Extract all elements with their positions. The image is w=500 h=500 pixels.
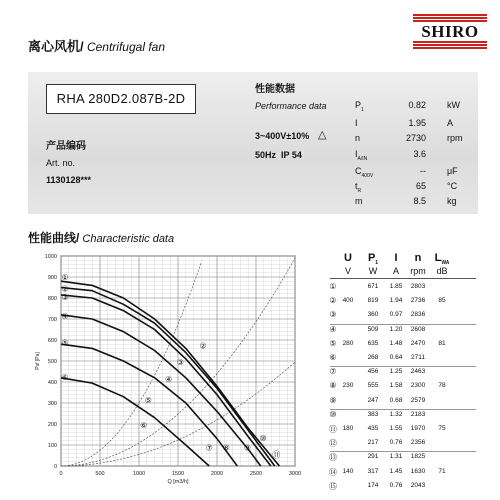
table-row-id: ⑮ <box>329 481 337 491</box>
table-row-id: ④ <box>329 324 337 334</box>
table-cell-I: 0.76 <box>389 439 403 447</box>
art-no-label: Art. no. <box>46 158 76 168</box>
logo-stripes-bottom <box>413 41 487 50</box>
y-tick-label: 1000 <box>44 254 57 260</box>
table-cell-n: 2183 <box>410 410 426 418</box>
curve-label: ④ <box>165 375 173 384</box>
y-tick-label: 500 <box>47 359 57 365</box>
delta-icon: △ <box>318 129 327 141</box>
table-cell-P: 509 <box>367 325 379 333</box>
table-cell-I: 1.31 <box>389 453 403 461</box>
table-row-id: ⑥ <box>329 353 337 362</box>
param-symbol: $t_R$ <box>355 181 362 194</box>
table-header: $L_{WA}$ <box>434 252 450 267</box>
characteristic-chart <box>28 247 328 485</box>
table-cell-I: 1.58 <box>389 382 403 390</box>
table-cell-P: 635 <box>367 339 379 347</box>
table-cell-L: 71 <box>438 467 446 475</box>
table-cell-U: 180 <box>342 425 354 432</box>
ip-rating-label: IP 54 <box>281 150 302 160</box>
title-cn: 离心风机/ <box>28 39 84 54</box>
table-row-id: ⑪ <box>329 425 337 434</box>
table-header-sub: 1 <box>375 260 379 267</box>
table-cell-L: 81 <box>438 339 446 347</box>
table-header-divider <box>330 278 476 279</box>
x-tick-label: 3000 <box>288 471 302 477</box>
performance-label-cn: 性能数据 <box>255 84 295 95</box>
param-symbol: I <box>355 118 358 128</box>
table-cell-n: 2711 <box>411 354 425 361</box>
param-unit: kW <box>447 100 460 110</box>
curve-label: ⑥ <box>140 421 148 431</box>
table-cell-L: 75 <box>438 425 446 432</box>
table-unit: V <box>344 266 351 276</box>
x-axis-label: Q [m3/h] <box>167 479 189 485</box>
table-header: n <box>414 252 422 264</box>
x-tick-label: 2000 <box>210 471 224 477</box>
table-cell-P: 217 <box>367 439 379 447</box>
table-row-id: ⑤ <box>329 338 337 348</box>
param-unit: °C <box>447 181 458 191</box>
curve-label: ② <box>61 284 69 294</box>
table-cell-L: 85 <box>438 297 446 305</box>
param-value: 0.82 <box>408 100 426 110</box>
table-cell-U: 230 <box>342 382 354 390</box>
curve-label: ⑧ <box>222 443 230 453</box>
table-row-id: ⑬ <box>329 453 337 463</box>
art-no-value: 1130128*** <box>46 175 92 185</box>
y-tick-label: 200 <box>47 422 57 428</box>
table-cell-n: 2043 <box>410 481 426 489</box>
table-cell-L: 78 <box>438 382 446 390</box>
frequency-label: 50Hz <box>255 150 277 160</box>
y-tick-label: 600 <box>47 338 57 344</box>
curve-label: ⑨ <box>243 443 252 453</box>
table-cell-I: 1.32 <box>389 410 403 418</box>
table-row-id: ⑧ <box>329 381 337 391</box>
param-symbol-sub: A/IN <box>357 155 368 162</box>
param-symbol: $C_{400V}$ <box>355 166 374 179</box>
table-row-id: ① <box>329 282 337 291</box>
y-tick-label: 100 <box>47 443 57 449</box>
table-cell-P: 555 <box>367 382 379 390</box>
param-unit: A <box>447 118 454 128</box>
table-unit: dB <box>436 266 448 276</box>
param-unit: kg <box>447 196 457 206</box>
param-unit: rpm <box>447 133 463 143</box>
table-cell-P: 268 <box>367 354 379 361</box>
table-header: I <box>394 252 398 264</box>
table-cell-I: 1.48 <box>389 339 403 347</box>
table-cell-I: 1.85 <box>389 283 403 290</box>
curve-label: ⑦ <box>205 443 213 453</box>
param-symbol: $I_{A/IN}$ <box>355 149 368 162</box>
table-cell-n: 1970 <box>410 425 426 432</box>
table-row-id: ③ <box>329 310 337 320</box>
param-value: 1.95 <box>408 118 426 128</box>
curve-label: ② <box>199 341 207 351</box>
table-unit: A <box>392 266 399 276</box>
table-cell-U: 280 <box>342 339 354 347</box>
table-row-id: ⑨ <box>329 395 337 405</box>
table-cell-P: 174 <box>367 481 379 489</box>
table-cell-P: 671 <box>367 283 379 290</box>
table-cell-P: 360 <box>367 311 379 319</box>
y-tick-label: 900 <box>47 275 57 281</box>
table-cell-P: 819 <box>367 297 379 305</box>
y-tick-label: 400 <box>47 380 57 386</box>
curve-label: ③ <box>176 358 184 368</box>
curve-label: ⑩ <box>259 433 267 443</box>
curve-label: ⑪ <box>272 450 281 460</box>
table-group-divider <box>330 409 476 410</box>
table-cell-I: 0.76 <box>389 481 403 489</box>
char-title-cn: 性能曲线/ <box>28 231 80 245</box>
x-tick-label: 1500 <box>171 471 185 477</box>
param-unit: μF <box>447 166 458 176</box>
table-cell-I: 1.20 <box>389 325 403 333</box>
x-tick-label: 1000 <box>132 471 146 477</box>
table-row-id: ⑦ <box>329 367 337 377</box>
table-cell-P: 317 <box>367 467 379 475</box>
table-group-divider <box>330 366 476 367</box>
char-title-en: Characteristic data <box>79 233 175 245</box>
table-cell-I: 1.45 <box>389 467 403 475</box>
table-cell-I: 1.25 <box>389 368 403 376</box>
table-cell-n: 2300 <box>410 382 426 390</box>
table-cell-n: 2803 <box>410 283 426 290</box>
table-cell-n: 2736 <box>410 297 426 305</box>
param-symbol: m <box>355 196 363 206</box>
table-row-id: ⑭ <box>329 467 337 477</box>
logo-word: SHIRO <box>413 23 487 41</box>
shiro-logo <box>413 14 487 50</box>
table-cell-P: 456 <box>367 368 379 376</box>
param-symbol: n <box>355 133 361 143</box>
y-tick-label: 300 <box>47 401 57 407</box>
model-number-box: RHA 280D2.087B-2D <box>46 84 196 114</box>
table-cell-P: 435 <box>367 425 379 432</box>
table-cell-U: 140 <box>342 467 354 475</box>
characteristic-title <box>28 229 174 246</box>
y-axis-label: Psf [Pa] <box>35 352 41 370</box>
table-cell-n: 2470 <box>410 339 426 347</box>
x-tick-label: 500 <box>95 471 105 477</box>
voltage-label: 3~400V±10% <box>255 131 310 141</box>
param-value: 65 <box>415 181 426 191</box>
table-group-divider <box>330 324 476 325</box>
table-cell-I: 0.97 <box>389 311 403 319</box>
table-cell-I: 0.64 <box>389 354 403 361</box>
curve-label: ① <box>61 273 69 283</box>
table-cell-I: 0.68 <box>389 396 403 404</box>
x-tick-label: 0 <box>59 471 63 477</box>
table-cell-n: 2579 <box>410 396 426 404</box>
table-cell-P: 247 <box>367 396 379 404</box>
table-cell-n: 1825 <box>410 453 426 461</box>
y-tick-label: 800 <box>47 296 57 302</box>
table-group-divider <box>330 451 476 452</box>
param-symbol-sub: 400V <box>361 172 374 179</box>
table-cell-I: 1.55 <box>389 425 403 432</box>
table-cell-I: 1.94 <box>389 297 403 305</box>
x-tick-label: 2500 <box>249 471 263 477</box>
performance-label-en: Performance data <box>255 101 327 111</box>
y-tick-label: 0 <box>53 464 57 470</box>
table-cell-n: 2356 <box>410 439 426 447</box>
page-title <box>28 36 165 55</box>
table-cell-P: 383 <box>367 410 379 418</box>
param-value: -- <box>420 166 426 176</box>
param-value: 3.6 <box>413 149 426 159</box>
param-symbol-sub: R <box>357 187 362 194</box>
table-cell-n: 2608 <box>410 325 426 333</box>
table-unit: rpm <box>410 266 426 276</box>
y-tick-label: 700 <box>47 317 57 323</box>
table-cell-P: 291 <box>367 453 379 461</box>
table-cell-n: 1630 <box>410 467 426 475</box>
table-cell-U: 400 <box>342 297 354 305</box>
param-value: 8.5 <box>413 196 426 206</box>
param-symbol: $P_1$ <box>355 100 364 113</box>
table-header: $P_1$ <box>367 252 379 267</box>
curve-label: ③ <box>61 293 69 303</box>
param-value: 2730 <box>405 133 426 143</box>
table-row-id: ⑩ <box>329 409 337 419</box>
table-header-sub: WA <box>441 260 450 267</box>
table-unit: W <box>368 266 378 276</box>
curve-label: ④ <box>61 312 69 321</box>
table-cell-n: 2463 <box>410 368 426 376</box>
title-en: Centrifugal fan <box>83 40 166 54</box>
curve-label: ⑤ <box>61 338 69 348</box>
table-row-id: ② <box>329 296 337 306</box>
curve-label: ⑤ <box>144 396 152 405</box>
curve-label: ⑥ <box>61 372 69 382</box>
table-row-id: ⑫ <box>329 439 337 449</box>
product-code-label-cn: 产品编码 <box>46 141 86 152</box>
param-symbol-sub: 1 <box>361 106 364 113</box>
table-header: U <box>344 252 352 264</box>
table-cell-n: 2836 <box>410 311 426 319</box>
